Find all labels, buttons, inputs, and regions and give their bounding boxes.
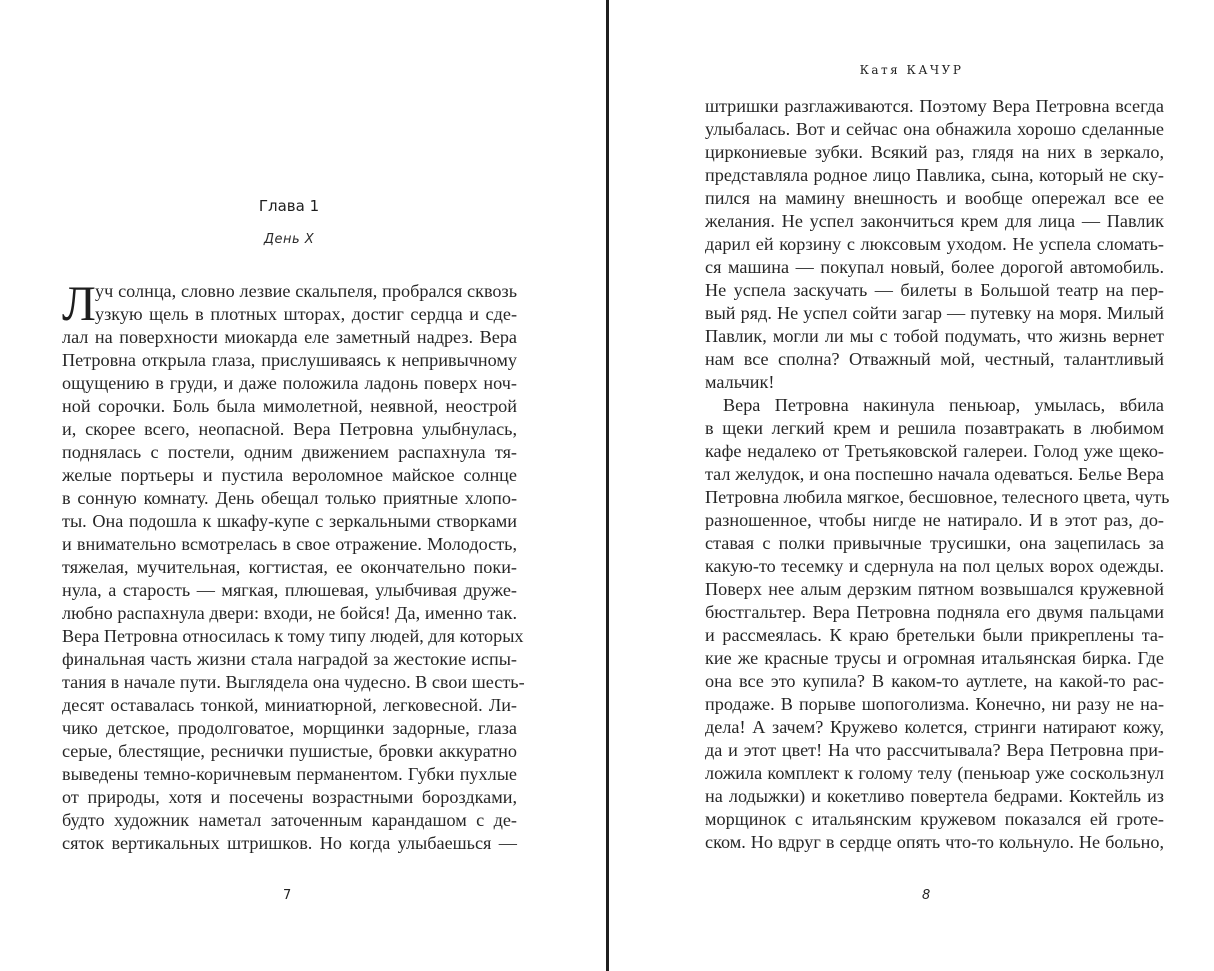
text-line: уч солнца, словно лезвие скальпеля, пробрался сквозь xyxy=(95,281,517,301)
text-line: любно распахнула двери: входи, не бойся! Да, именно так. xyxy=(62,603,517,623)
text-line: Петровна открыла глаза, прислушиваясь к непривычному xyxy=(62,350,517,370)
text-line: лал на поверхности миокарда еле заметный надрез. Вера xyxy=(62,327,517,347)
text-line: в сонную комнату. День обещал только приятные хлопо- xyxy=(62,488,517,508)
text-line: желания. Не успел закончиться крем для лица — Павлик xyxy=(705,211,1164,231)
text-line: продаже. В порыве шопоголизма. Конечно, ни разу не на- xyxy=(705,694,1164,714)
text-line: десят оставалась тонкой, миниатюрной, легковесной. Ли- xyxy=(62,695,517,715)
text-line: ском. Но вдруг в сердце опять что-то кольнуло. Не больно, xyxy=(705,832,1164,852)
text-line: Не успела заскучать — билеты в Большой театр на пер- xyxy=(705,280,1164,300)
text-line: серые, блестящие, реснички пушистые, бровки аккуратно xyxy=(62,741,517,761)
text-line: ощущению в груди, и даже положила ладонь поверх ноч- xyxy=(62,373,517,393)
text-line: ставая с полки привычные трусишки, она зацепилась за xyxy=(705,533,1164,553)
text-line: дела! А зачем? Кружево колется, стринги натирают кожу, xyxy=(705,717,1164,737)
text-line: на лодыжки) и кокетливо повертела бедрами. Коктейль из xyxy=(705,786,1164,806)
drop-cap: Л xyxy=(62,275,96,331)
text-line: ты. Она подошла к шкафу-купе с зеркальными створками xyxy=(62,511,517,531)
text-line: узкую щель в плотных шторах, достиг сердца и сде- xyxy=(95,304,517,324)
text-line: ся машина — покупал новый, более дорогой автомобиль. xyxy=(705,257,1164,277)
chapter-title: Глава 1 xyxy=(258,197,320,215)
text-line: от природы, хотя и посечены возрастными бороздками, xyxy=(62,787,517,807)
text-line: вый ряд. Не успел сойти загар — путевку на моря. Милый xyxy=(705,303,1164,323)
text-line: бюстгальтер. Вера Петровна подняла его двумя пальцами xyxy=(705,602,1164,622)
text-line: и рассмеялась. К краю бретельки были прикреплены та- xyxy=(705,625,1164,645)
text-line: да и этот цвет! На что рассчитывала? Вера Петровна при- xyxy=(705,740,1164,760)
right-page-text xyxy=(705,95,1170,854)
text-line: Петровна любила мягкое, бесшовное, телесного цвета, чуть xyxy=(705,487,1170,507)
text-line: Поверх нее алым дерзким пятном возвышался кружевной xyxy=(705,579,1164,599)
left-page xyxy=(0,0,606,971)
text-line: ложила комплект к голому телу (пеньюар уже соскользнул xyxy=(705,763,1164,783)
text-line: представляла родное лицо Павлика, сына, который не ску- xyxy=(705,165,1164,185)
right-page xyxy=(609,0,1214,971)
text-line: тал желудок, и она поспешно начала одеваться. Белье Вера xyxy=(705,464,1164,484)
text-line: и внимательно всмотрелась в свое отражение. Молодость, xyxy=(62,534,517,554)
text-line: в щеки легкий крем и решила позавтракать в любимом xyxy=(705,418,1164,438)
text-line: штришки разглаживаются. Поэтому Вера Петровна всегда xyxy=(705,96,1164,116)
text-line: морщинок с итальянским кружевом показался ей гроте- xyxy=(705,809,1164,829)
text-line: ной сорочки. Боль была мимолетной, неявной, неострой xyxy=(62,396,517,416)
text-line: тяжелая, мучительная, когтистая, ее окончательно поки- xyxy=(62,557,517,577)
text-line: Вера Петровна накинула пеньюар, умылась, вбила xyxy=(723,395,1164,415)
text-line: улыбалась. Вот и сейчас она обнажила хорошо сделанные xyxy=(705,119,1164,139)
text-line: Вера Петровна относилась к тому типу людей, для которых xyxy=(62,626,524,646)
text-line: нам все сполна? Отважный мой, честный, талантливый xyxy=(705,349,1164,369)
text-line: кие же красные трусы и огромная итальянская бирка. Где xyxy=(705,648,1164,668)
left-page-text xyxy=(62,275,525,855)
text-line: будто художник наметал заточенным карандашом с де- xyxy=(62,810,517,830)
text-line: выведены темно-коричневым перманентом. Губки пухлые xyxy=(62,764,517,784)
chapter-subtitle: День X xyxy=(263,232,315,247)
text-line: сяток вертикальных штришков. Но когда улыбаешься — xyxy=(62,833,517,853)
text-line: нула, а старость — мягкая, плюшевая, улыбчивая друже- xyxy=(62,580,517,600)
text-line: циркониевые зубки. Всякий раз, глядя на них в зеркало, xyxy=(705,142,1164,162)
text-line: разношенное, чтобы нигде не натирало. И в этот раз, до- xyxy=(705,510,1164,530)
text-line: и, скорее всего, неопасной. Вера Петровна улыбнулась, xyxy=(62,419,517,439)
text-line: тания в начале пути. Выглядела она чудесно. В свои шесть- xyxy=(62,672,525,692)
text-line: желые портьеры и пустила вероломное майское солнце xyxy=(62,465,517,485)
page-number-left: 7 xyxy=(283,888,292,903)
text-line: она все это купила? В каком-то аутлете, на какой-то рас- xyxy=(705,671,1164,691)
running-head: Катя КАЧУР xyxy=(859,63,964,77)
text-line: какую-то тесемку и сдернула на пол целых ворох одежды. xyxy=(705,556,1164,576)
text-line: финальная часть жизни стала наградой за жестокие испы- xyxy=(62,649,517,669)
page-number-right: 8 xyxy=(922,888,931,903)
text-line: чико детское, продолговатое, морщинки задорные, глаза xyxy=(62,718,517,738)
text-line: кафе недалеко от Третьяковской галереи. Голод уже щеко- xyxy=(705,441,1164,461)
text-line: пился на мамину внешность и вообще опережал все ее xyxy=(705,188,1164,208)
text-line: поднялась с постели, одним движением распахнула тя- xyxy=(62,442,517,462)
text-line: Павлик, могли ли мы с тобой подумать, что жизнь вернет xyxy=(705,326,1164,346)
text-line: дарил ей корзину с люксовым уходом. Не успела сломать- xyxy=(705,234,1164,254)
text-line: мальчик! xyxy=(705,372,775,392)
